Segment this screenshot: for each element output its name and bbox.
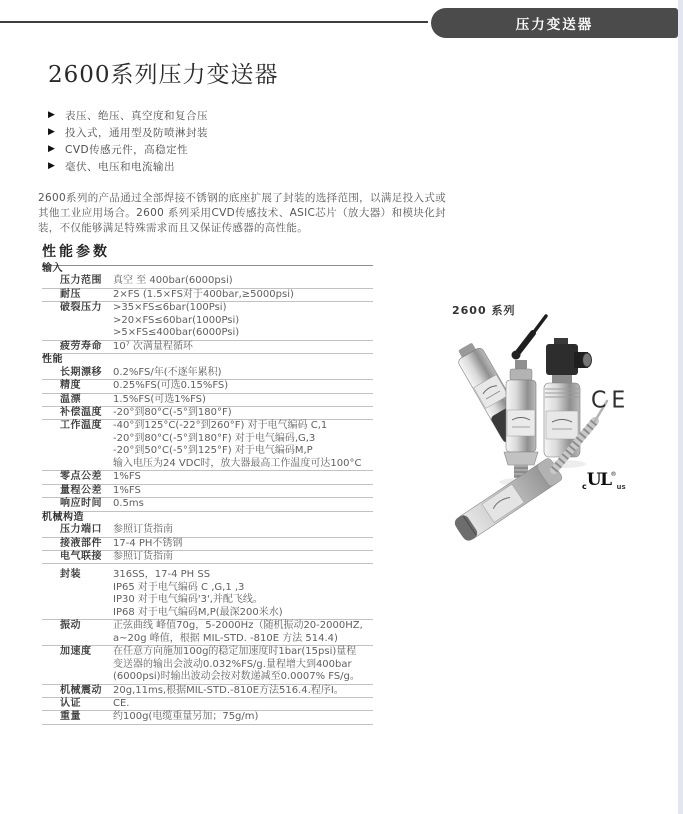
- spec-value-line: 316SS，17-4 PH SS: [113, 569, 211, 581]
- spec-value-line: a~20g 峰值，根据 MIL-STD. -810E 方法 514.4): [113, 632, 338, 644]
- feature-text: 表压、绝压、真空度和复合压: [65, 110, 208, 122]
- feature-text: 投入式，通用型及防喷淋封装: [65, 127, 208, 139]
- spec-table: [42, 263, 373, 725]
- spec-label: 响应时间: [60, 498, 102, 510]
- spec-section-name: 性能: [42, 354, 63, 366]
- spec-value: [113, 620, 373, 645]
- bullet-triangle-icon: ▶: [48, 144, 55, 154]
- spec-value-line: 1%FS: [113, 484, 141, 496]
- feature-item: [48, 141, 208, 158]
- intro-paragraph: 2600系列的产品通过全部焊接不锈钢的底座扩展了封装的选择范围，以满足投入式或 其他工业应用场合。2600 系列采用CVD传感技术、ASIC芯片（放大器）和模块化封装，不仅能够满足特殊需求而且又保证传感器的高性能。: [38, 192, 446, 235]
- spec-label: 封装: [60, 569, 81, 581]
- feature-item: [48, 107, 208, 124]
- spec-label: 工作温度: [60, 420, 102, 432]
- spec-row: [42, 685, 373, 698]
- spec-value-line: IP30 对于电气编码'3',并配飞线。: [113, 594, 263, 606]
- spec-value: [113, 498, 373, 510]
- page-title: 2600系列压力变送器: [48, 62, 279, 88]
- feature-item: [48, 158, 208, 175]
- spec-row: [42, 646, 373, 684]
- spec-value-line: IP65 对于电气编码 C ,G,1 ,3: [113, 581, 245, 593]
- spec-value: [113, 341, 373, 353]
- spec-label: 压力范围: [60, 275, 102, 287]
- spec-value-line: 17-4 PH不锈钢: [113, 537, 183, 549]
- spec-value-line: >20×FS≤60bar(1000Psi): [113, 314, 240, 326]
- feature-list: [48, 107, 208, 175]
- spec-value-line: 在任意方向施加100g的稳定加速度时1bar(15psi)量程: [113, 646, 357, 658]
- spec-label: 零点公差: [60, 471, 102, 483]
- spec-row: [42, 620, 373, 646]
- spec-value-line: 1%FS: [113, 471, 141, 483]
- spec-value-line: 真空 至 400bar(6000psi): [113, 275, 233, 287]
- spec-value-line: 2×FS (1.5×FS对于400bar,≥5000psi): [113, 288, 294, 300]
- spec-value-line: 变送器的输出会波动0.032%FS/g.量程增大到400bar: [113, 658, 352, 670]
- spec-row: [42, 524, 373, 537]
- spec-value: [113, 407, 373, 419]
- spec-value: [113, 420, 373, 470]
- spec-row: [42, 394, 373, 407]
- ul-certification-mark: [582, 470, 626, 491]
- spec-value-line: >35×FS≤6bar(100Psi): [113, 302, 227, 314]
- spec-value-line: 20g,11ms,根据MIL-STD.-810E方法516.4.程序I。: [113, 684, 344, 696]
- spec-row: [42, 341, 373, 354]
- spec-value: [113, 685, 373, 697]
- page-edge-strip: [678, 0, 683, 814]
- spec-value: [113, 394, 373, 406]
- feature-text: 毫伏、电压和电流输出: [65, 161, 175, 173]
- spec-value-line: 1.5%FS(可选1%FS): [113, 393, 206, 405]
- spec-label: 耐压: [60, 288, 81, 300]
- spec-value-line: 约100g(电缆重量另加；75g/m): [113, 711, 259, 723]
- spec-label: 认证: [60, 697, 81, 709]
- spec-value-line: 0.5ms: [113, 498, 144, 510]
- ce-mark: CE: [591, 387, 631, 414]
- spec-value: [113, 485, 373, 497]
- spec-label: 补偿温度: [60, 406, 102, 418]
- spec-value: [113, 646, 373, 683]
- category-tab-label: 压力变送器: [515, 17, 594, 33]
- ul-mark-us: us: [616, 483, 626, 491]
- spec-value: [113, 367, 373, 379]
- spec-value: [113, 698, 373, 710]
- spec-label: 疲劳寿命: [60, 340, 102, 352]
- product-photo-illustration: [446, 314, 662, 558]
- spec-value: [113, 569, 373, 619]
- transmitter-middle: [504, 360, 538, 478]
- spec-label: 加速度: [60, 646, 92, 658]
- specs-heading: 性能参数: [42, 241, 373, 266]
- spec-label: 量程公差: [60, 484, 102, 496]
- spec-row: [42, 380, 373, 393]
- spec-value-line: -20°到80°C(-5°到180°F): [113, 406, 232, 418]
- spec-section-name: 输入: [42, 263, 63, 274]
- spec-row: [42, 289, 373, 302]
- category-tab: [431, 8, 678, 38]
- spec-row: [42, 569, 373, 620]
- registered-icon: ®: [610, 471, 617, 478]
- ul-mark-letters: UL: [586, 470, 611, 490]
- spec-value: [113, 538, 373, 550]
- spec-label: 压力端口: [60, 524, 102, 536]
- spec-value: [113, 524, 373, 536]
- spec-value-line: (6000psi)时输出波动会按对数递减至0.0007% FS/g。: [113, 671, 360, 683]
- feature-text: CVD传感元件，高稳定性: [65, 144, 189, 156]
- spec-row: [42, 471, 373, 484]
- spec-value-line: >5×FS≤400bar(6000Psi): [113, 327, 240, 339]
- bullet-triangle-icon: ▶: [48, 127, 55, 137]
- spec-row: [42, 485, 373, 498]
- spec-value-line: 参照订货指南: [113, 550, 173, 562]
- spec-value-line: CE.: [113, 697, 130, 709]
- spec-label: 温漂: [60, 393, 81, 405]
- spec-value-line: IP68 对于电气编码M,P(最深200米水): [113, 606, 283, 618]
- spec-value-line: -20°到80°C(-5°到180°F) 对于电气编码,G,3: [113, 432, 316, 444]
- spec-row: [42, 698, 373, 711]
- spec-row: [42, 420, 373, 471]
- spec-label: 振动: [60, 620, 81, 632]
- spec-label: 重量: [60, 711, 81, 723]
- spec-row: [42, 498, 373, 511]
- spec-row: [42, 551, 373, 564]
- spec-value-line: 10⁷ 次满量程循环: [113, 340, 193, 352]
- spec-label: 接液部件: [60, 537, 102, 549]
- ul-mark-c: c: [582, 482, 587, 491]
- spec-value-line: 0.25%FS(可选0.15%FS): [113, 380, 229, 392]
- spec-row: [42, 302, 373, 340]
- bullet-triangle-icon: ▶: [48, 161, 55, 171]
- spec-value: [113, 551, 373, 563]
- spec-row: [42, 367, 373, 380]
- spec-label: 长期漂移: [60, 366, 102, 378]
- product-figure: [446, 302, 662, 558]
- spec-row: [42, 275, 373, 288]
- spec-value: [113, 275, 373, 287]
- spec-value-line: -40°到125°C(-22°到260°F) 对于电气编码 C,1: [113, 420, 328, 432]
- spec-row: [42, 711, 373, 724]
- product-caption: 2600 系列: [452, 304, 516, 317]
- spec-label: 电气联接: [60, 550, 102, 562]
- spec-value-line: 输入电压为24 VDC时，放大器最高工作温度可达100°C: [113, 457, 362, 469]
- spec-label: 精度: [60, 380, 81, 392]
- spec-value: [113, 471, 373, 483]
- spec-value-line: 正弦曲线 峰值70g，5-2000Hz（随机振动20-2000HZ,: [113, 620, 363, 632]
- spec-row: [42, 407, 373, 420]
- feature-item: [48, 124, 208, 141]
- spec-section-name: 机械构造: [42, 511, 84, 523]
- spec-value-line: 参照订货指南: [113, 524, 173, 536]
- spec-row: [42, 538, 373, 551]
- header-rule: [0, 21, 428, 23]
- spec-value-line: 0.2%FS/年(不逐年累积): [113, 366, 222, 378]
- spec-value: [113, 380, 373, 392]
- spec-value-line: -20°到50°C(-5°到125°F) 对于电气编码M,P: [113, 445, 313, 457]
- spec-label: 机械震动: [60, 684, 102, 696]
- transmitter-antenna-cable: [512, 316, 547, 360]
- spec-label: 破裂压力: [60, 302, 102, 314]
- bullet-triangle-icon: ▶: [48, 110, 55, 120]
- spec-value: [113, 289, 373, 301]
- spec-value: [113, 711, 373, 723]
- spec-value: [113, 302, 373, 339]
